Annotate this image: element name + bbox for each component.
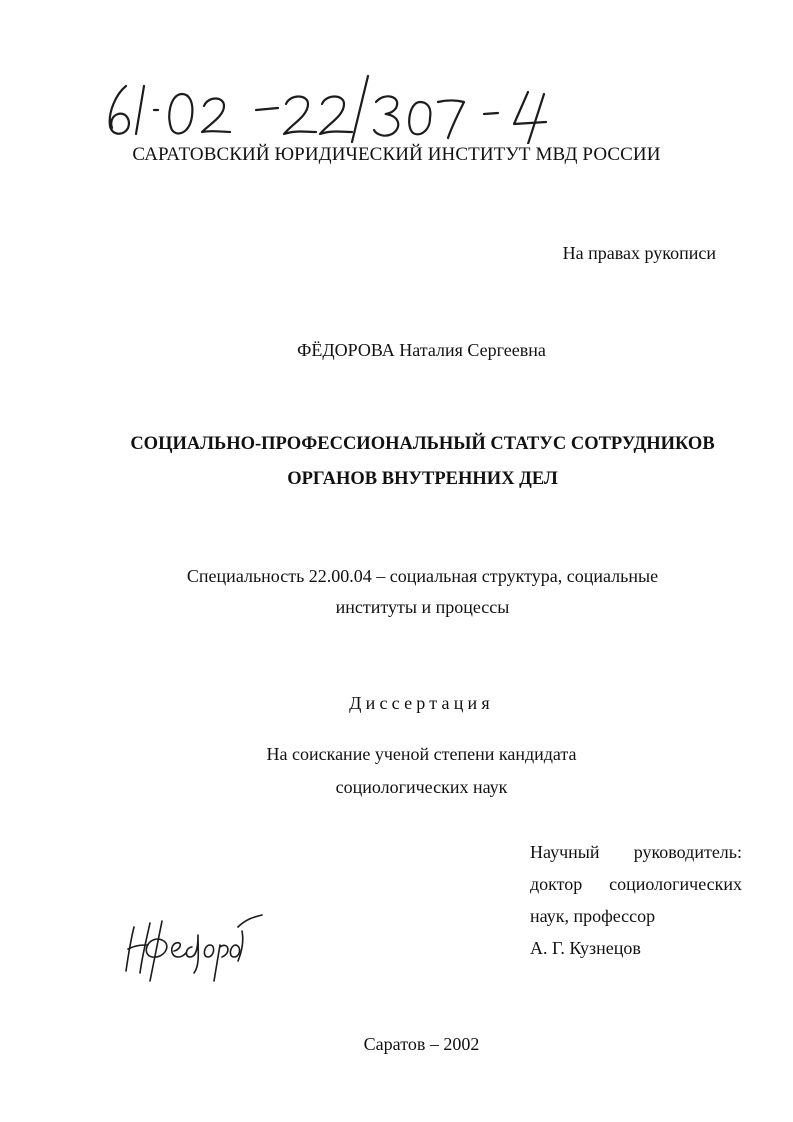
archive-number-handwritten [100, 72, 560, 144]
author-signature [120, 905, 265, 985]
advisor-degree: доктор социологических [530, 874, 742, 894]
city-year: Саратов – 2002 [363, 1034, 480, 1054]
institute-name: САРАТОВСКИЙ ЮРИДИЧЕСКИЙ ИНСТИТУТ МВД РОССИИ [132, 144, 661, 165]
dissertation-title-line-2: ОРГАНОВ ВНУТРЕННИХ ДЕЛ [287, 469, 558, 489]
advisor-name: А. Г. Кузнецов [530, 938, 641, 958]
specialty-line-1: Специальность 22.00.04 – социальная структура, социальные [186, 566, 659, 586]
document-type: Диссертация [349, 693, 494, 713]
degree-line-2: социологических наук [335, 777, 508, 797]
author-name: ФЁДОРОВА Наталия Сергеевна [297, 340, 546, 360]
advisor-label: Научный руководитель: [530, 842, 742, 862]
dissertation-title-line-1: СОЦИАЛЬНО-ПРОФЕССИОНАЛЬНЫЙ СТАТУС СОТРУДНИКОВ [130, 434, 715, 454]
advisor-rank: наук, профессор [530, 906, 656, 926]
degree-line-1: На соискание ученой степени кандидата [266, 744, 577, 764]
specialty-line-2: институты и процессы [335, 597, 510, 617]
manuscript-rights-note: На правах рукописи [562, 243, 716, 263]
